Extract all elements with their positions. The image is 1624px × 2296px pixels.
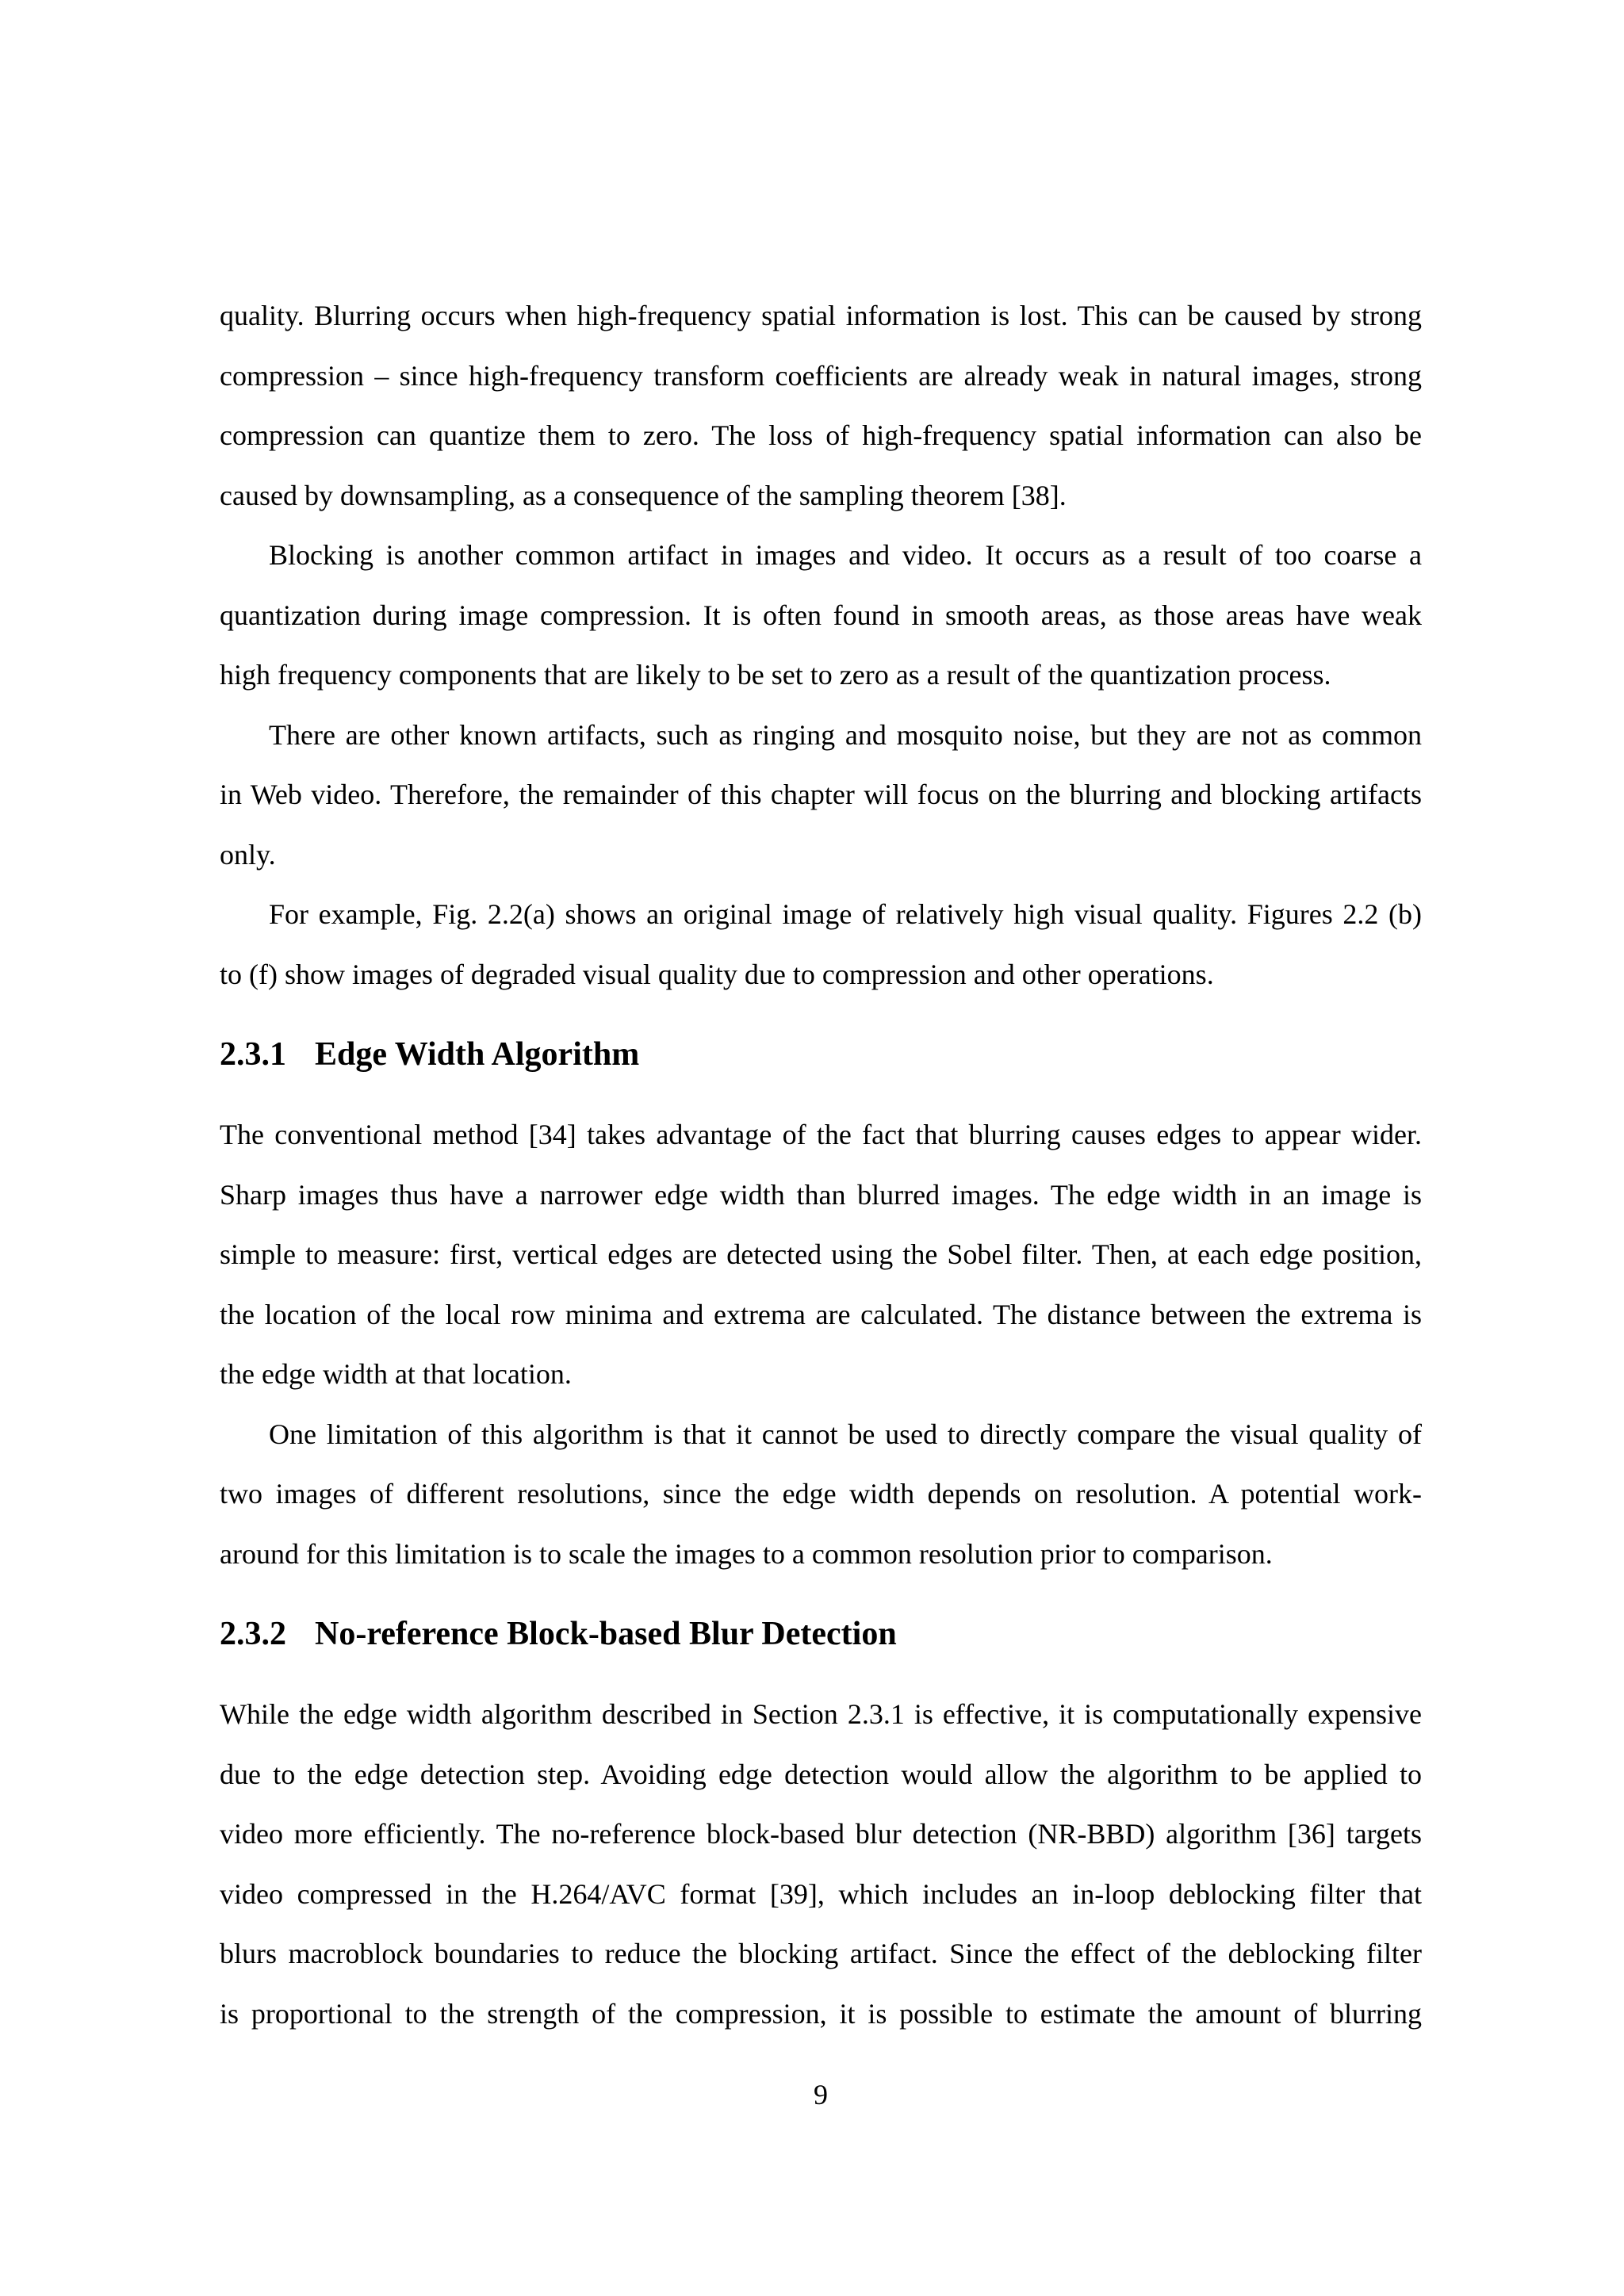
text-line: in Web video. Therefore, the remainder of this chapter will focus on the blurring and blocking artifacts xyxy=(220,779,1422,810)
paragraph xyxy=(220,885,1422,1004)
text-line: quantization during image compression. It is often found in smooth areas, as those areas have weak xyxy=(220,599,1422,631)
section-number: 2.3.1 xyxy=(220,1036,286,1073)
text-line: One limitation of this algorithm is that it cannot be used to directly compare the visual quality of xyxy=(269,1418,1422,1450)
paragraph xyxy=(220,706,1422,886)
text-line: the edge width at that location. xyxy=(220,1358,572,1390)
paragraph xyxy=(220,526,1422,706)
section-title: Edge Width Algorithm xyxy=(315,1036,640,1073)
text-line: compression – since high-frequency transform coefficients are already weak in natural images, strong xyxy=(220,359,1422,392)
text-line: simple to measure: first, vertical edges are detected using the Sobel filter. Then, at each edge position, xyxy=(220,1238,1422,1270)
section-heading xyxy=(220,1030,1422,1079)
paragraph xyxy=(220,1405,1422,1585)
text-line: Blocking is another common artifact in images and video. It occurs as a result of too coarse a xyxy=(269,539,1422,571)
text-line: around for this limitation is to scale the images to a common resolution prior to comparison. xyxy=(220,1537,1273,1570)
text-line: is proportional to the strength of the compression, it is possible to estimate the amount of blurring xyxy=(220,1997,1422,2030)
text-block xyxy=(220,286,1422,2126)
text-line: high frequency components that are likely to be set to zero as a result of the quantization process. xyxy=(220,659,1331,691)
text-line: The conventional method [34] takes advantage of the fact that blurring causes edges to appear wider. xyxy=(220,1119,1422,1150)
text-line: compression can quantize them to zero. The loss of high-frequency spatial information can also be xyxy=(220,419,1422,451)
text-line: the location of the local row minima and extrema are calculated. The distance between the extrema is xyxy=(220,1298,1422,1330)
text-line: only. xyxy=(220,838,276,871)
text-line: Sharp images thus have a narrower edge width than blurred images. The edge width in an image is xyxy=(220,1178,1422,1211)
text-line: For example, Fig. 2.2(a) shows an original image of relatively high visual quality. Figures 2.2 (b) xyxy=(269,898,1422,930)
text-line: While the edge width algorithm described in Section 2.3.1 is effective, it is computationally expensive xyxy=(220,1698,1422,1730)
text-line: quality. Blurring occurs when high-frequency spatial information is lost. This can be caused by strong xyxy=(220,300,1422,331)
text-line: caused by downsampling, as a consequence of the sampling theorem [38]. xyxy=(220,479,1067,511)
text-line: There are other known artifacts, such as ringing and mosquito noise, but they are not as common xyxy=(269,718,1422,751)
text-line: blurs macroblock boundaries to reduce the blocking artifact. Since the effect of the deblocking filter xyxy=(220,1938,1422,1969)
paragraph xyxy=(220,1685,1422,2044)
section-title: No-reference Block-based Blur Detection xyxy=(315,1616,897,1652)
section-number: 2.3.2 xyxy=(220,1616,286,1652)
text-line: video compressed in the H.264/AVC format [39], which includes an in-loop deblocking filter that xyxy=(220,1877,1422,1910)
text-line: two images of different resolutions, since the edge width depends on resolution. A potential work- xyxy=(220,1478,1422,1510)
text-line: to (f) show images of degraded visual quality due to compression and other operations. xyxy=(220,958,1214,990)
paragraph xyxy=(220,286,1422,526)
text-line: video more efficiently. The no-reference block-based blur detection (NR-BBD) algorithm [36] targets xyxy=(220,1818,1422,1850)
paragraph xyxy=(220,1105,1422,1405)
page-number: 9 xyxy=(814,2079,828,2110)
section-heading xyxy=(220,1609,1422,1659)
text-line: due to the edge detection step. Avoiding edge detection would allow the algorithm to be applied to xyxy=(220,1758,1422,1790)
